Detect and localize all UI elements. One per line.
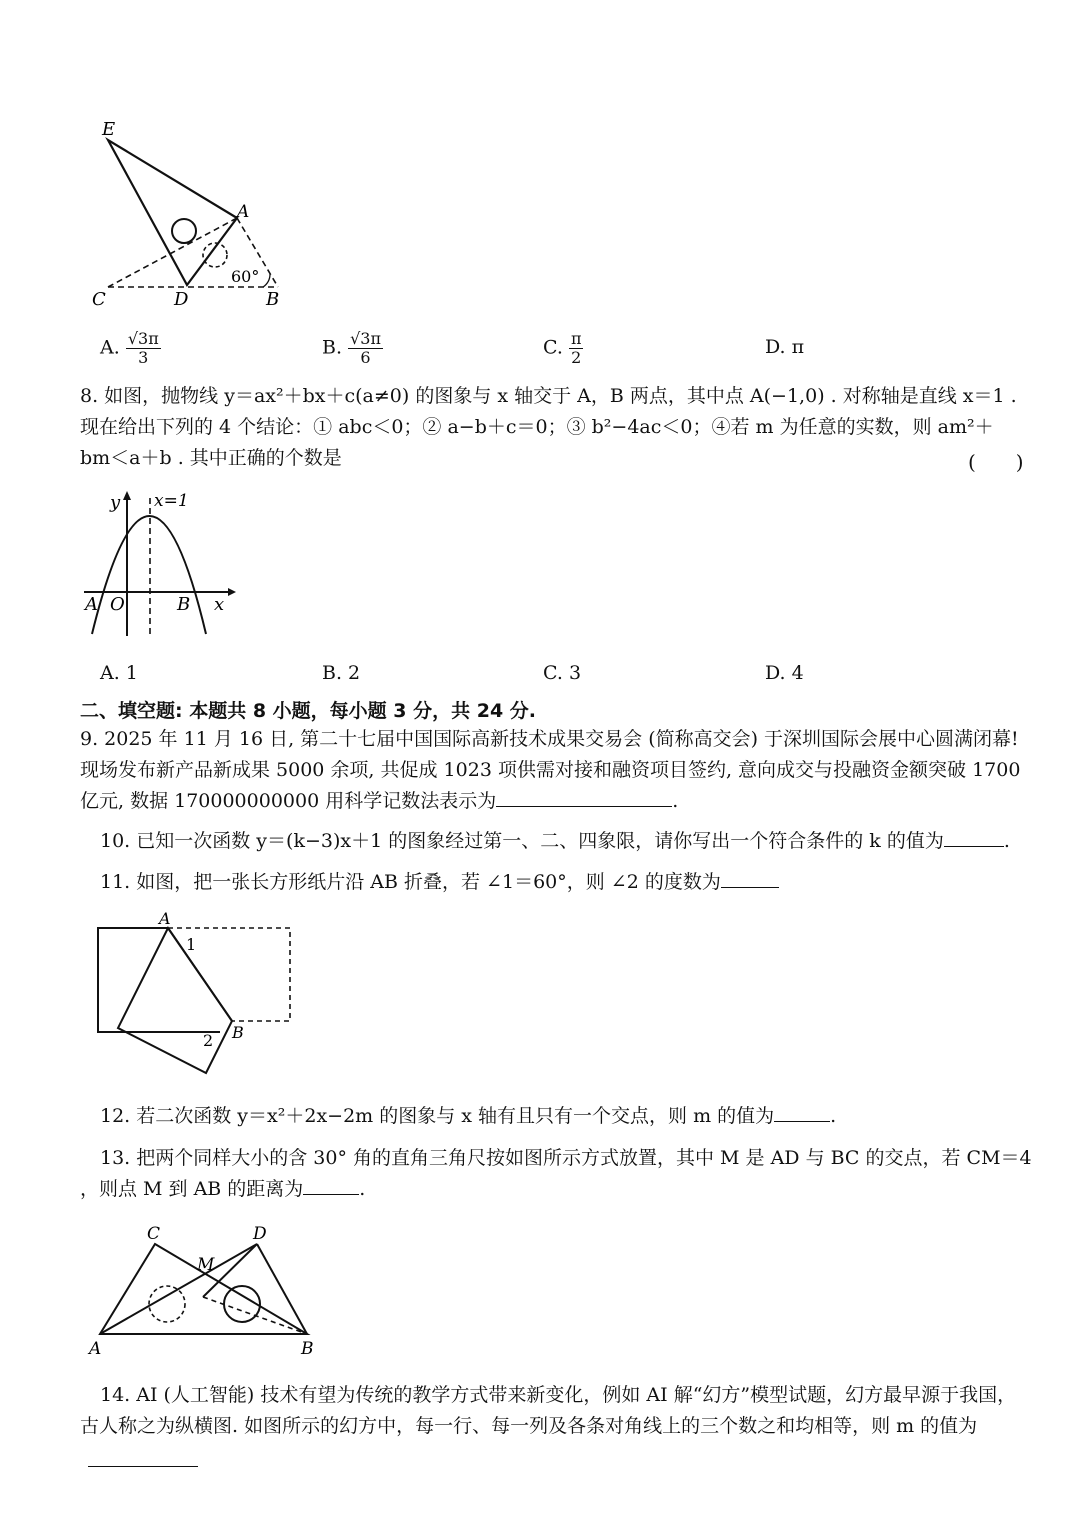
q13-figure	[85, 1222, 325, 1362]
q7-figure	[80, 115, 310, 315]
q13-line-1: 13. 把两个同样大小的含 30° 角的直角三角尺按如图所示方式放置，其中 M 是 AD 与 BC 的交点，若 CM＝4	[100, 1147, 1032, 1169]
q7-label-a: A	[237, 202, 250, 222]
option-letter: A.	[100, 336, 120, 359]
q9-line-3	[80, 786, 678, 816]
q13-line-2	[80, 1174, 365, 1204]
q8-label-o: O	[110, 594, 125, 615]
q8-answer-paren: ( )	[968, 450, 1024, 474]
q13-circle-dashed	[149, 1286, 185, 1322]
q11-figure	[90, 908, 310, 1078]
q11-rect-solid	[98, 928, 220, 1032]
option-fraction	[348, 330, 383, 367]
q11-label-angle-2: 2	[203, 1031, 214, 1050]
q13-end: .	[359, 1178, 366, 1200]
q11-answer-blank[interactable]	[721, 867, 779, 888]
q10-line	[100, 826, 1010, 856]
q7-triangle-ead	[108, 140, 237, 285]
q8-label-b: B	[177, 594, 191, 615]
q8-option-a: A. 1	[100, 662, 138, 684]
q7-option-d	[765, 336, 804, 358]
q9-text: 亿元, 数据 170000000000 用科学记数法表示为	[80, 790, 497, 812]
q13-label-c: C	[147, 1224, 161, 1244]
q8-option-b: B. 2	[322, 662, 361, 684]
q8-label-a: A	[85, 594, 98, 615]
q10-end: .	[1003, 830, 1010, 852]
q7-label-b: B	[266, 289, 280, 310]
q8-label-y: y	[110, 492, 121, 513]
q10-text: 10. 已知一次函数 y＝(k−3)x＋1 的图象经过第一、二、四象限，请你写出一个符合条件的 k 的值为	[100, 830, 944, 852]
q12-end: .	[830, 1105, 837, 1127]
fraction-denominator: 2	[571, 348, 582, 367]
q14-line-2: 古人称之为纵横图. 如图所示的幻方中，每一行、每一列及各条对角线上的三个数之和均相等，则 m 的值为	[80, 1415, 978, 1437]
q8-figure	[80, 488, 240, 638]
q7-label-c: C	[92, 289, 106, 310]
q13-label-m: M	[197, 1255, 215, 1275]
q7-label-d: D	[174, 289, 189, 310]
q9-end: .	[672, 790, 679, 812]
q11-label-b: B	[232, 1023, 244, 1042]
q8-line-2: 现在给出下列的 4 个结论：① abc＜0；② a−b＋c＝0；③ b²−4ac＜0；④若 m 为任意的实数，则 am²＋	[80, 416, 994, 438]
fraction-denominator: 6	[360, 348, 371, 367]
q9-answer-blank[interactable]	[496, 786, 672, 807]
q8-y-axis-arrow	[123, 491, 131, 500]
q11-label-a: A	[159, 909, 171, 928]
q12-answer-blank[interactable]	[774, 1101, 830, 1122]
section-2-heading: 二、填空题: 本题共 8 小题，每小题 3 分，共 24 分.	[80, 700, 537, 722]
q7-option-a	[100, 330, 161, 367]
q11-line	[100, 867, 779, 897]
q8-parabola	[92, 516, 206, 634]
q12-text: 12. 若二次函数 y＝x²＋2x−2m 的图象与 x 轴有且只有一个交点，则 m 的值为	[100, 1105, 775, 1127]
q8-label-axis: x=1	[154, 491, 189, 511]
option-fraction	[126, 330, 161, 367]
q11-text: 11. 如图，把一张长方形纸片沿 AB 折叠，若 ∠1＝60°，则 ∠2 的度数为	[100, 871, 721, 893]
q11-folded-part	[118, 928, 232, 1073]
q8-line-1: 8. 如图，抛物线 y＝ax²＋bx＋c(a≠0) 的图象与 x 轴交于 A，B 两点，其中点 A(−1,0) . 对称轴是直线 x＝1 .	[80, 385, 1017, 407]
q7-circle-solid	[172, 219, 196, 243]
q12-line	[100, 1101, 836, 1131]
q8-x-axis-arrow	[228, 588, 236, 596]
fraction-numerator: π	[570, 329, 582, 348]
fraction-denominator: 3	[138, 348, 149, 367]
q8-line-3: bm＜a＋b . 其中正确的个数是	[80, 447, 342, 469]
q13-line-db-right	[257, 1244, 307, 1334]
q7-angle-arc	[263, 274, 270, 287]
q7-option-b	[322, 330, 383, 367]
q14-line-1: 14. AI (人工智能) 技术有望为传统的教学方式带来新变化，例如 AI 解“幻方”模型试题，幻方最早源于我国，	[100, 1384, 1017, 1406]
q8-option-c: C. 3	[543, 662, 582, 684]
q13-label-d: D	[253, 1224, 267, 1244]
q13-answer-blank[interactable]	[303, 1174, 359, 1195]
q7-angle-label: 60°	[231, 267, 260, 286]
option-text: π	[791, 336, 805, 358]
q7-label-e: E	[102, 119, 116, 140]
q8-label-x: x	[214, 594, 225, 615]
q13-label-a: A	[89, 1339, 102, 1359]
q13-label-b: B	[301, 1339, 314, 1359]
q7-option-c	[543, 330, 583, 367]
q14-answer-blank[interactable]	[88, 1446, 198, 1467]
option-fraction	[569, 330, 584, 367]
q8-option-d: D. 4	[765, 662, 804, 684]
option-letter: D.	[765, 336, 786, 358]
option-letter: C.	[543, 336, 563, 359]
q9-line-2: 现场发布新产品新成果 5000 余项, 共促成 1023 项供需对接和融资项目签约, 意向成交与投融资金额突破 1700	[80, 759, 1021, 781]
q13-text: ，则点 M 到 AB 的距离为	[80, 1178, 304, 1200]
option-letter: B.	[322, 336, 343, 359]
fraction-numerator: √3π	[350, 329, 381, 348]
q10-answer-blank[interactable]	[944, 826, 1004, 847]
q9-line-1: 9. 2025 年 11 月 16 日, 第二十七届中国国际高新技术成果交易会 (简称高交会) 于深圳国际会展中心圆满闭幕!	[80, 728, 1019, 750]
q11-label-angle-1: 1	[186, 935, 197, 954]
fraction-numerator: √3π	[127, 329, 159, 348]
